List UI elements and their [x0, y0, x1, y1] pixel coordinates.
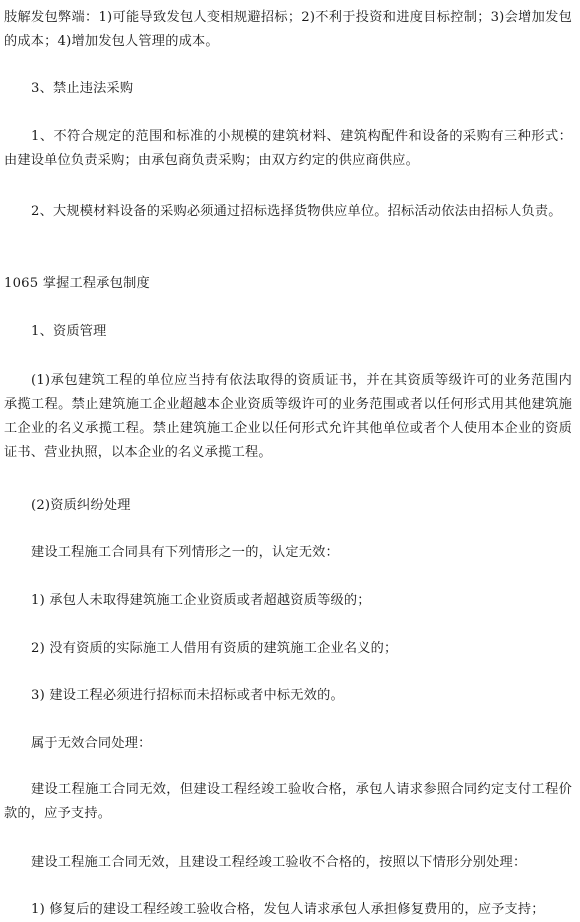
paragraph-split-contracting-drawbacks: 肢解发包弊端：1)可能导致发包人变相规避招标；2)不利于投资和进度目标控制；3)会增加发包的成本；4)增加发包人管理的成本。: [4, 10, 572, 49]
list-item-3: 3) 建设工程必须进行招标而未招标或者中标无效的。: [31, 688, 344, 703]
list-item-repair: 1) 修复后的建设工程经竣工验收合格，发包人请求承包人承担修复费用的，应予支持；: [31, 902, 545, 917]
heading-prohibit-illegal-procurement: 3、禁止违法采购: [31, 81, 134, 96]
paragraph-large-scale-procurement: 2、大规模材料设备的采购必须通过招标选择货物供应单位。招标活动依法由招标人负责。: [31, 204, 562, 219]
paragraph-small-scale-procurement: 1、不符合规定的范围和标准的小规模的建筑材料、建筑构配件和设备的采购有三种形式：由建设单位负责采购；由承包商负责采购；由双方约定的供应商供应。: [4, 129, 572, 168]
heading-qualification-management: 1、资质管理: [31, 324, 107, 339]
heading-invalid-contract-handling: 属于无效合同处理：: [31, 736, 152, 751]
paragraph-invalid-but-accepted: 建设工程施工合同无效，但建设工程经竣工验收合格，承包人请求参照合同约定支付工程价款的，应予支持。: [4, 782, 572, 821]
heading-qualification-disputes: (2)资质纠纷处理: [31, 498, 131, 513]
paragraph-invalid-contract-intro: 建设工程施工合同具有下列情形之一的，认定无效：: [31, 545, 339, 560]
paragraph-invalid-and-rejected: 建设工程施工合同无效，且建设工程经竣工验收不合格的，按照以下情形分别处理：: [31, 855, 527, 870]
paragraph-qualification-rules: (1)承包建筑工程的单位应当持有依法取得的资质证书，并在其资质等级许可的业务范围内承揽工程。禁止建筑施工企业超越本企业资质等级许可的业务范围或者以任何形式用其他建筑施工企业的名义承揽工程。禁止建筑施工企业以任何形式允许其他单位或者个人使用本企业的资质证书、营业执照，以本企业的名义承揽工程。: [4, 373, 572, 460]
list-item-1: 1) 承包人未取得建筑施工企业资质或者超越资质等级的；: [31, 593, 371, 608]
section-heading-contracting-system: 1065 掌握工程承包制度: [4, 276, 150, 291]
list-item-2: 2) 没有资质的实际施工人借用有资质的建筑施工企业名义的；: [31, 641, 398, 656]
